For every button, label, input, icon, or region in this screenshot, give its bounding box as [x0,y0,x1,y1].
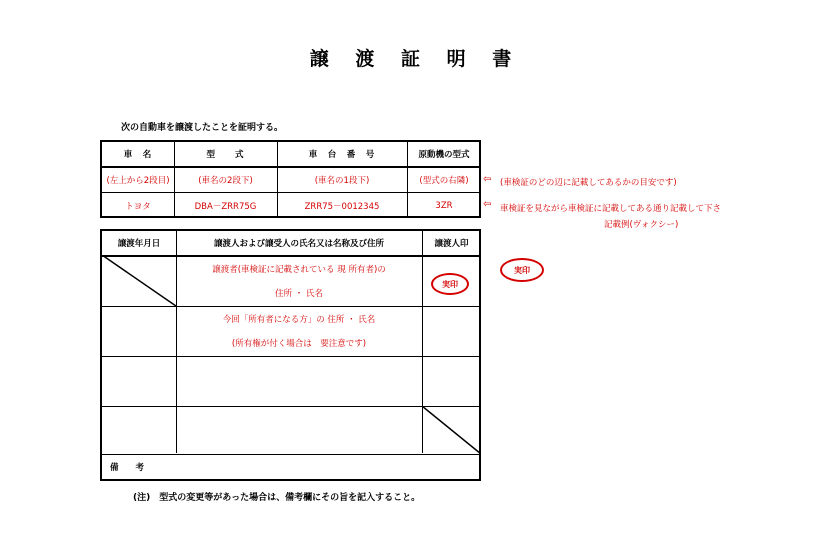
location-chassis-number: (車名の1段下) [314,176,370,186]
header-seal: 譲渡人印 [434,239,469,249]
header-chassis-number: 車 台 番 号 [308,150,376,160]
transferor-line2: 住所 ・ 氏名 [275,289,323,299]
header-model: 型 式 [206,150,245,160]
diagonal-slash [102,255,176,306]
arrow-left-icon: ⇦ [483,199,492,210]
transferor-line1: 譲渡者(車検証に記載されている 現 所有者)の [212,265,386,275]
header-engine-model: 原動機の型式 [418,150,470,160]
header-transfer-date: 譲渡年月日 [117,239,161,249]
example-engine-model: 3ZR [435,200,453,211]
transfer-table [100,229,481,481]
seal-stamp: 実印 [431,273,469,295]
diagonal-slash [422,406,481,454]
transferee-line1: 今回「所有者になる方」の 住所 ・ 氏名 [222,315,376,325]
location-car-name: (左上から2段目) [106,176,170,186]
transferee-line2: (所有権が付く場合は 要注意です) [231,339,367,349]
example-hint-sub: 記載例(ヴォクシー) [604,220,679,230]
header-car-name: 車 名 [123,150,153,160]
example-model: DBA－ZRR75G [194,201,257,212]
intro-text: 次の自動車を譲渡したことを証明する。 [121,123,284,133]
footnote: (注) 型式の変更等があった場合は、備考欄にその旨を記入すること。 [133,493,421,503]
example-hint: 車検証を見ながら車検証に記載してある通り記載して下さ [500,204,722,214]
location-engine-model: (型式の右隣) [419,176,469,186]
remarks-label: 備 考 [110,463,145,473]
location-hint: (車検証のどの辺に記載してあるかの目安です) [500,178,677,188]
stamp-annotation: 実印 [500,258,544,282]
vehicle-table [100,140,481,218]
arrow-left-icon: ⇦ [483,174,492,185]
example-car-name: トヨタ [125,201,151,212]
document-title: 譲 渡 証 明 書 [309,48,522,70]
example-chassis-number: ZRR75－0012345 [304,201,380,212]
header-parties: 譲渡人および譲受人の氏名又は名称及び住所 [213,239,384,249]
location-model: (車名の2段下) [198,176,253,186]
